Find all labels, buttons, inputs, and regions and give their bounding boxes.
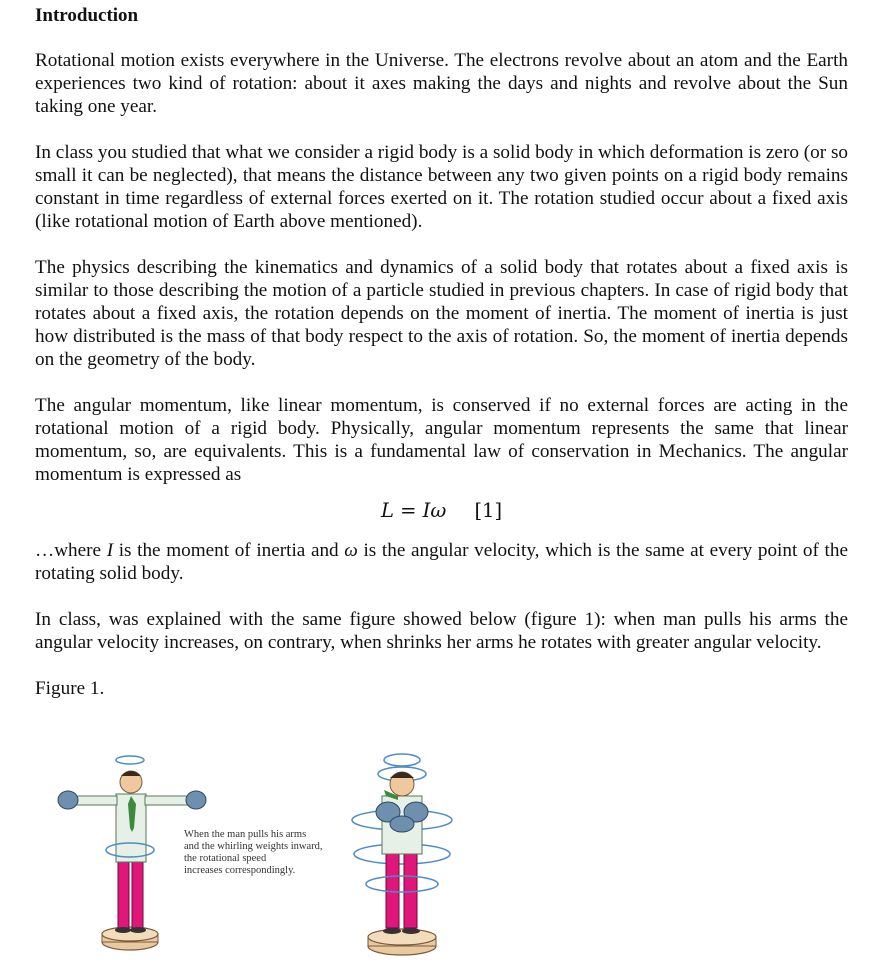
paragraph-rigid-body: In class you studied that what we consider a rigid body is a solid body in which deformation is zero (or so small it can be neglected), that means the distance between any two given points on a rigid body remains constant in time regardless of external forces exerted on it. The rotation studied occur about a fixed axis (like rotational motion of Earth above mentioned). bbox=[35, 142, 848, 232]
paragraph-angular-momentum: The angular momentum, like linear momentum, is conserved if no external forces are acting in the rotational motion of a rigid body. Physically, angular momentum represents the same that linear momentum, so, are equivalents. This is a fundamental law of conservation in Mechanics. The angular momentum is expressed as bbox=[35, 395, 848, 485]
figure-caption: When the man pulls his arms and the whirling weights inward, the rotational speed increases correspondingly. bbox=[184, 829, 323, 876]
variables-text-end: is the angular velocity, which is the same at every point of the rotating solid body. bbox=[35, 540, 848, 584]
symbol-inertia: I bbox=[106, 540, 114, 561]
section-heading: Introduction bbox=[35, 5, 139, 26]
paragraph-rotational-motion: Rotational motion exists everywhere in the Universe. The electrons revolve about an atom and the Earth experiences two kind of rotation: about it axes making the days and nights and revolve about the Sun taking one year. bbox=[35, 50, 848, 117]
equation-number: [1] bbox=[474, 499, 503, 522]
symbol-omega: ω bbox=[344, 540, 358, 561]
equation-formula: L = Iω bbox=[380, 499, 447, 522]
figure-label: Figure 1. bbox=[35, 678, 105, 699]
paragraph-moment-of-inertia: The physics describing the kinematics and dynamics of a solid body that rotates about a fixed axis is similar to those describing the motion of a particle studied in previous chapters. In case of rigid body that rotates about a fixed axis, the rotation depends on the moment of inertia. The moment of inertia is just how distributed is the mass of that body respect to the axis of rotation. So, the moment of inertia depends on the geometry of the body. bbox=[35, 257, 848, 370]
equation-angular-momentum bbox=[35, 499, 848, 523]
figure-1 bbox=[48, 750, 468, 965]
variables-text-start: …where bbox=[35, 540, 107, 561]
document-page bbox=[35, 4, 848, 700]
variables-text-mid: is the moment of inertia and bbox=[113, 540, 345, 561]
figure-illustration bbox=[48, 750, 468, 965]
paragraph-variables bbox=[35, 539, 848, 585]
paragraph-figure-explanation: In class, was explained with the same figure showed below (figure 1): when man pulls his arms the angular velocity increases, on contrary, when shrinks her arms he rotates with greater angular velocity. bbox=[35, 609, 848, 653]
